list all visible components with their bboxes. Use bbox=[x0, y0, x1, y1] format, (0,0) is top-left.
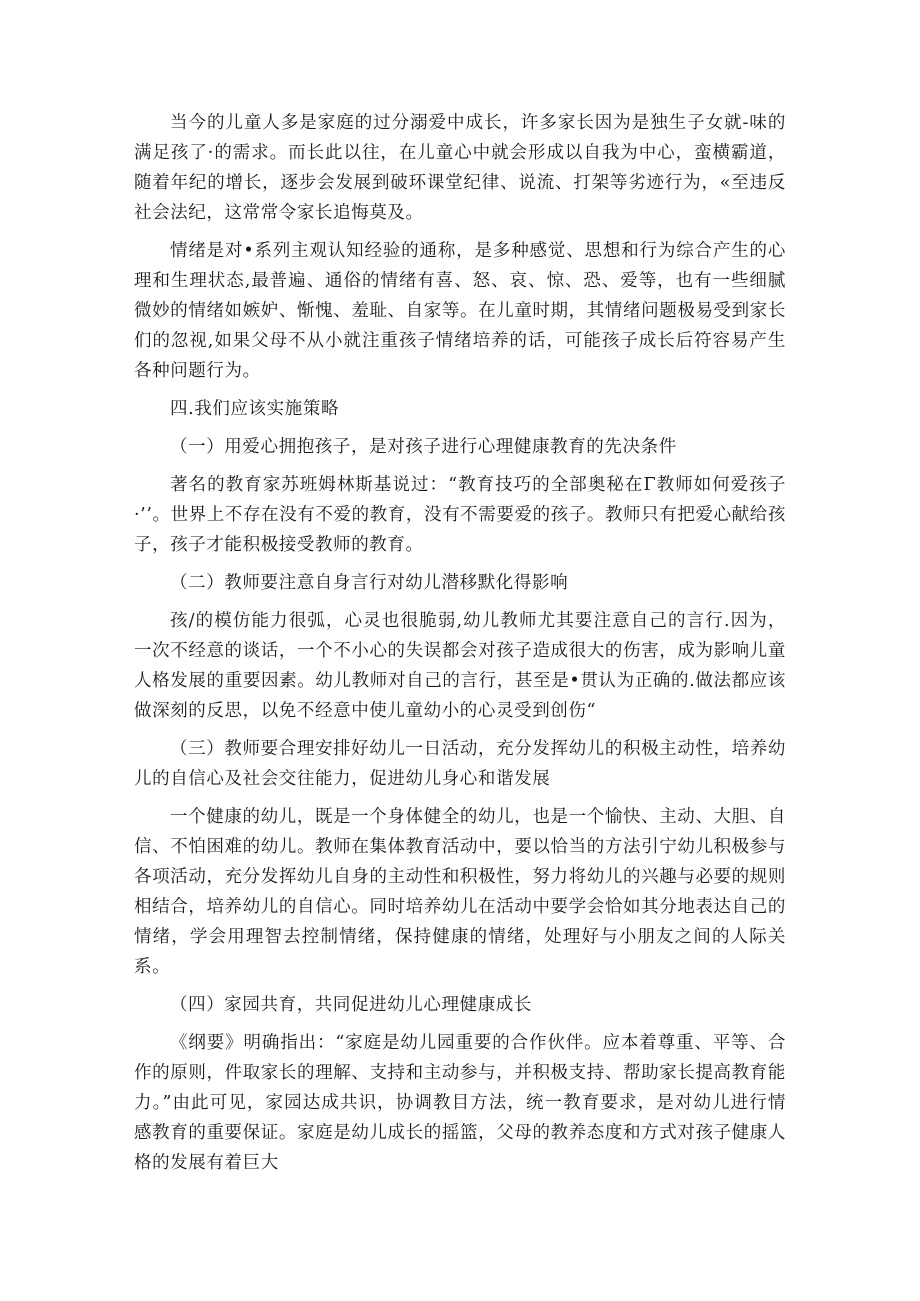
paragraph-healthy-child: 一个健康的幼儿，既是一个身体健全的幼儿，也是一个愉快、主动、大胆、自信、不怕困难的幼儿。教师在集体教育活动中，要以恰当的方法引宁幼儿积极参与各项活动，充分发挥幼儿自身的主动性和积极性，努力将幼儿的兴趣与必要的规则相结合，培养幼儿的自信心。同时培养幼儿在活动中要学会恰如其分地表达自己的情绪，学会用理智去控制情绪，保持健康的情绪，处理好与小朋友之间的人际关系。 bbox=[134, 807, 786, 977]
subheading-teacher-conduct: （二）教师要注意自身言行对幼儿潜移默化得影响 bbox=[170, 573, 569, 593]
document-page bbox=[134, 108, 786, 1178]
paragraph-teacher-conduct: 孩/的模仿能力很弧，心灵也很脆弱,幼儿教师尤其要注意自己的言行.因为，一次不经意的谈话，一个不小心的失误都会对孩子造成很大的伤害，成为影响儿童人格发展的重要因素。幼儿教师对自己的言行，甚至是•贯认为正确的.做法都应该做深刻的反思，以免不经意中使儿童幼小的心灵受到创伤“ bbox=[134, 611, 786, 721]
subheading-love: （一）用爱心拥抱孩子，是对孩子进行心理健康教育的先决条件 bbox=[170, 437, 677, 457]
paragraph-emotion: 情绪是对•系列主观认知经验的通称，是多种感觉、思想和行为综合产生的心理和生理状态,最普遍、通俗的情绪有喜、怒、哀、惊、恐、爱等，也有一些细腻微妙的情绪如嫉妒、惭愧、羞耻、自家等。在儿童时期，其情绪问题极易受到家长们的忽视,如果父母不从小就注重孩子情绪培养的话，可能孩子成长后符容易产生各种问题行为。 bbox=[134, 241, 786, 381]
subheading-daily-activities: （三）教师要合理安排好幼儿一日活动，充分发挥幼儿的积极主动性，培养幼儿的自信心及社会交往能力，促进幼儿身心和谐发展 bbox=[134, 739, 786, 789]
paragraph-outline: 《纲要》明确指出：“家庭是幼儿园重要的合作伙伴。应本着尊重、平等、合作的原则，件取家长的理解、支持和主动参与，并积极支持、帮助家长提高教育能力。”由此可见，家园达成共识，协调教目方法，统一教育要求，是对幼儿进行情感教育的重要保证。家庭是幼儿成长的摇篮，父母的教养态度和方式对孩子健康人格的发展有着巨大 bbox=[134, 1033, 786, 1173]
section-heading-strategies: 四.我们应该实施策略 bbox=[170, 399, 340, 419]
paragraph-intro: 当今的儿童人多是家庭的过分溺爱中成长，许多家长因为是独生子女就-味的满足孩了·的需求。而长此以往，在儿童心中就会形成以自我为中心，蛮横霸道，随着年纪的增长，逐步会发展到破环课堂纪律、说流、打架等劣迹行为，«至违反社会法纪，这常常令家长追悔莫及。 bbox=[134, 113, 786, 223]
subheading-home-school: （四）家园共育，共同促进幼儿心理健康成长 bbox=[170, 995, 532, 1015]
paragraph-love: 著名的教育家苏班姆林斯基说过：“教育技巧的全部奥秘在Γ教师如何爱孩子·’’。世界上不存在没有不爱的教育，没有不需要爱的孩子。教师只有把爱心献给孩子，孩子才能积极接受教师的教育。 bbox=[134, 475, 786, 555]
